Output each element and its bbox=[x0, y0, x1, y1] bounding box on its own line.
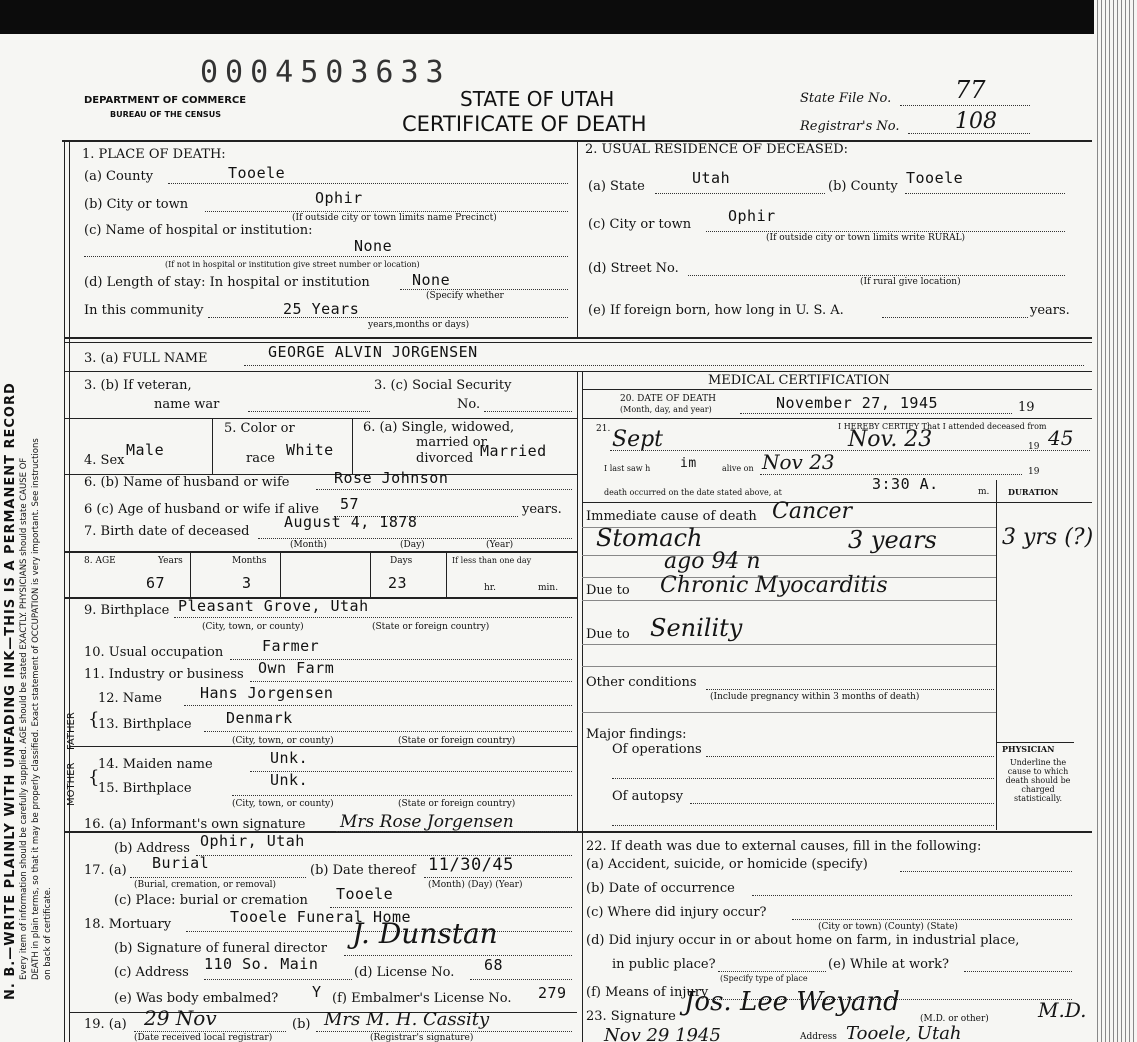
age-months: 3 bbox=[242, 574, 252, 592]
signature-address: Tooele, Utah bbox=[846, 1023, 962, 1042]
birthplace: Pleasant Grove, Utah bbox=[178, 597, 369, 615]
color-value: White bbox=[286, 441, 334, 459]
mother-birthplace: Unk. bbox=[270, 771, 309, 789]
page-edge bbox=[1094, 0, 1137, 1042]
received-label: 19. (a) bbox=[84, 1017, 127, 1032]
autopsy-label: Of autopsy bbox=[612, 789, 684, 804]
scan-top-band bbox=[0, 0, 1137, 34]
death-city: Ophir bbox=[315, 189, 363, 207]
burial-place: Tooele bbox=[336, 885, 394, 903]
due2-label: Due to bbox=[586, 627, 630, 642]
age-label: 8. AGE bbox=[84, 556, 116, 566]
attended-year: 45 bbox=[1048, 426, 1074, 450]
attended-from: Sept bbox=[612, 427, 664, 452]
operations-label: Of operations bbox=[612, 742, 702, 757]
hospital-label: (c) Name of hospital or institution: bbox=[84, 223, 313, 238]
name-war-label: name war bbox=[154, 397, 220, 412]
major-label: Major findings: bbox=[586, 727, 687, 742]
burial-method: Burial bbox=[152, 854, 210, 872]
ext-c-label: (c) Where did injury occur? bbox=[586, 905, 767, 920]
marital-label-3: divorced bbox=[416, 451, 474, 466]
sig-address-label: Address bbox=[800, 1032, 837, 1042]
res-state-label: (a) State bbox=[588, 179, 645, 194]
birth-label: 7. Birth date of deceased bbox=[84, 524, 250, 539]
age-days: 23 bbox=[388, 574, 408, 592]
foreign-label: (e) If foreign born, how long in U. S. A. bbox=[588, 303, 844, 318]
stay-hospital: None bbox=[412, 271, 451, 289]
due2-value: Senility bbox=[650, 614, 743, 642]
days-label: Days bbox=[390, 556, 413, 566]
birth-date: August 4, 1878 bbox=[284, 513, 418, 531]
min-label: min. bbox=[538, 583, 559, 593]
ss-no-label: No. bbox=[457, 397, 481, 412]
father-side-label: FATHER bbox=[66, 712, 77, 750]
date-of-death-label: 20. DATE OF DEATH bbox=[620, 394, 716, 404]
bureau-label: BUREAU OF THE CENSUS bbox=[110, 110, 221, 119]
mortuary-name: Tooele Funeral Home bbox=[230, 908, 412, 926]
specify-note: (Specify whether bbox=[426, 291, 504, 301]
duration-label: DURATION bbox=[1008, 487, 1059, 497]
informant-label: 16. (a) Informant's own signature bbox=[84, 817, 306, 832]
spouse-label: 6. (b) Name of husband or wife bbox=[84, 475, 290, 490]
res-street-label: (d) Street No. bbox=[588, 261, 679, 276]
race-label: race bbox=[246, 451, 275, 466]
other-note: (Include pregnancy within 3 months of death) bbox=[710, 692, 920, 702]
place-of-death-heading: 1. PLACE OF DEATH: bbox=[82, 147, 226, 162]
father-birthplace: Denmark bbox=[226, 709, 293, 727]
veteran-label: 3. (b) If veteran, bbox=[84, 378, 192, 393]
registrar-label: Registrar's No. bbox=[800, 119, 900, 134]
physician-box-text: Underline the cause to which death should be charged statistically. bbox=[1005, 758, 1071, 803]
res-street-note: (If rural give location) bbox=[860, 277, 961, 287]
mortuary-address: 110 So. Main bbox=[204, 955, 319, 973]
license-label: (d) License No. bbox=[354, 965, 455, 980]
res-city-note: (If outside city or town limits write RURAL) bbox=[766, 233, 966, 243]
hospital-note: (If not in hospital or institution give street number or location) bbox=[165, 260, 420, 269]
burial-method-label: 17. (a) bbox=[84, 863, 127, 878]
registrar-sig-label: (b) bbox=[292, 1017, 311, 1032]
father-bracket: { bbox=[88, 709, 100, 730]
father-name: Hans Jorgensen bbox=[200, 684, 334, 702]
burial-place-label: (c) Place: burial or cremation bbox=[114, 893, 308, 908]
residence-heading: 2. USUAL RESIDENCE OF DECEASED: bbox=[585, 142, 849, 157]
occupation: Farmer bbox=[262, 637, 320, 655]
burial-date-label: (b) Date thereof bbox=[310, 863, 416, 878]
community-label: In this community bbox=[84, 303, 204, 318]
hr-label: hr. bbox=[484, 583, 496, 593]
community-value: 25 Years bbox=[283, 300, 360, 318]
res-county: Tooele bbox=[906, 169, 964, 187]
foreign-suffix: years. bbox=[1030, 303, 1070, 318]
immediate-label: Immediate cause of death bbox=[586, 509, 757, 524]
embalmer-label: (f) Embalmer's License No. bbox=[332, 991, 512, 1006]
county-label: (a) County bbox=[84, 169, 154, 184]
sig-label: 23. Signature bbox=[586, 1009, 676, 1024]
ext-a-label: (a) Accident, suicide, or homicide (specify) bbox=[586, 857, 868, 872]
embalmed-value: Y bbox=[312, 983, 322, 1001]
birth-sub-month: (Month) bbox=[290, 540, 327, 550]
res-city: Ophir bbox=[728, 207, 776, 225]
informant-address-label: (b) Address bbox=[114, 841, 190, 856]
informant-signature: Mrs Rose Jorgensen bbox=[340, 812, 514, 832]
death-county: Tooele bbox=[228, 164, 286, 182]
industry-label: 11. Industry or business bbox=[84, 667, 244, 682]
res-city-label: (c) City or town bbox=[588, 217, 692, 232]
state-file-label: State File No. bbox=[800, 91, 892, 106]
father-bp-sub2: (State or foreign country) bbox=[398, 736, 516, 746]
certify-text: I HEREBY CERTIFY That I attended deceased from bbox=[838, 422, 1047, 431]
nineteen-label: 19 bbox=[1028, 442, 1040, 452]
mother-bp-sub2: (State or foreign country) bbox=[398, 799, 516, 809]
registrar-value: 108 bbox=[955, 109, 997, 134]
registrar-sig-note: (Registrar's signature) bbox=[370, 1033, 474, 1042]
license-value: 68 bbox=[484, 956, 504, 974]
state-file-value: 77 bbox=[955, 76, 986, 104]
mother-bracket: { bbox=[88, 767, 100, 788]
last-saw-label: I last saw h bbox=[604, 464, 651, 473]
external-label: 22. If death was due to external causes, fill in the following: bbox=[586, 839, 982, 854]
ext-c-sub: (City or town) (County) (State) bbox=[818, 922, 958, 932]
ext-f-label: (f) Means of injury bbox=[586, 985, 709, 1000]
full-name: GEORGE ALVIN JORGENSEN bbox=[268, 343, 478, 361]
alive-label: alive on bbox=[722, 464, 754, 473]
state-title: STATE OF UTAH bbox=[460, 87, 615, 111]
date-of-death-sub: (Month, day, and year) bbox=[620, 405, 712, 414]
mother-name-label: 14. Maiden name bbox=[98, 757, 213, 772]
hospital-value: None bbox=[354, 237, 393, 255]
received-date: 29 Nov bbox=[144, 1006, 217, 1030]
immediate-cause-2: Stomach bbox=[596, 524, 703, 552]
stay-label: (d) Length of stay: In hospital or institution bbox=[84, 275, 370, 290]
sex-label: 4. Sex bbox=[84, 453, 125, 468]
md-label: (M.D. or other) bbox=[920, 1014, 989, 1024]
ss-label: 3. (c) Social Security bbox=[374, 378, 512, 393]
ext-d2-sub: (Specify type of place bbox=[720, 974, 808, 983]
registrar-signature: Mrs M. H. Cassity bbox=[324, 1009, 490, 1030]
mother-bp-sub1: (City, town, or county) bbox=[232, 799, 334, 809]
informant-address: Ophir, Utah bbox=[200, 832, 305, 850]
mother-name: Unk. bbox=[270, 749, 309, 767]
sex-value: Male bbox=[126, 441, 165, 459]
ext-b-label: (b) Date of occurrence bbox=[586, 881, 735, 896]
nineteen-label-2: 19 bbox=[1028, 467, 1040, 477]
ext-d-label: (d) Did injury occur in or about home on farm, in industrial place, bbox=[586, 933, 1020, 948]
due1-value: Chronic Myocarditis bbox=[660, 573, 888, 598]
burial-date: 11/30/45 bbox=[428, 855, 514, 875]
md-value: M.D. bbox=[1038, 998, 1087, 1022]
marital-label-2: married or bbox=[416, 435, 487, 450]
embalmed-label: (e) Was body embalmed? bbox=[114, 991, 279, 1006]
physician-signature: Jos. Lee Weyand bbox=[684, 987, 900, 1017]
other-label: Other conditions bbox=[586, 675, 697, 690]
date-suffix: 19 bbox=[1018, 400, 1035, 415]
full-name-label: 3. (a) FULL NAME bbox=[84, 351, 208, 366]
mortuary-address-label: (c) Address bbox=[114, 965, 189, 980]
page-title: CERTIFICATE OF DEATH bbox=[402, 112, 647, 136]
director-signature: J. Dunstan bbox=[352, 917, 498, 950]
city-label: (b) City or town bbox=[84, 197, 189, 212]
res-county-label: (b) County bbox=[828, 179, 898, 194]
mortuary-label: 18. Mortuary bbox=[84, 917, 172, 932]
dept-label: DEPARTMENT OF COMMERCE bbox=[84, 95, 247, 106]
death-time: 3:30 A. bbox=[872, 475, 939, 493]
father-bp-sub1: (City, town, or county) bbox=[232, 736, 334, 746]
color-label: 5. Color or bbox=[224, 421, 295, 436]
immediate-cause-3: 3 years bbox=[848, 526, 937, 554]
last-saw-h: im bbox=[680, 456, 697, 471]
birthplace-sub1: (City, town, or county) bbox=[202, 622, 304, 632]
burial-method-note: (Burial, cremation, or removal) bbox=[134, 880, 277, 890]
marital-status: Married bbox=[480, 442, 547, 460]
less-than-day-label: If less than one day bbox=[452, 556, 532, 565]
age-years: 67 bbox=[146, 574, 166, 592]
community-note: years,months or days) bbox=[368, 320, 470, 330]
due1-label: Due to bbox=[586, 583, 630, 598]
physician-box-title: PHYSICIAN bbox=[1002, 744, 1055, 754]
father-name-label: 12. Name bbox=[98, 691, 162, 706]
months-label: Months bbox=[232, 556, 267, 566]
immediate-cause-4: ago 94 n bbox=[664, 549, 761, 574]
immediate-cause: Cancer bbox=[772, 499, 852, 524]
attended-to: Nov. 23 bbox=[848, 427, 933, 452]
margin-note-2: Every item of information should be carefully supplied. AGE should be stated EXACTLY. PHYSICIANS should state CAUSE OF bbox=[19, 457, 29, 980]
serial-number: 0004503633 bbox=[200, 55, 451, 90]
mother-side-label: MOTHER bbox=[66, 762, 77, 806]
received-note: (Date received local registrar) bbox=[134, 1033, 273, 1042]
spouse-name: Rose Johnson bbox=[334, 469, 449, 487]
occupation-label: 10. Usual occupation bbox=[84, 645, 224, 660]
ext-d2-label: in public place? bbox=[612, 957, 716, 972]
birth-sub-year: (Year) bbox=[486, 540, 514, 550]
certify-num: 21. bbox=[596, 424, 611, 434]
spouse-age-label: 6 (c) Age of husband or wife if alive bbox=[84, 502, 319, 517]
date-of-death: November 27, 1945 bbox=[776, 394, 939, 412]
years-label: Years bbox=[158, 556, 183, 566]
industry: Own Farm bbox=[258, 659, 335, 677]
city-note: (If outside city or town limits name Precinct) bbox=[292, 213, 497, 223]
director-label: (b) Signature of funeral director bbox=[114, 941, 327, 956]
birthplace-label: 9. Birthplace bbox=[84, 603, 170, 618]
signature-date: Nov 29 1945 bbox=[604, 1025, 721, 1042]
spouse-age: 57 bbox=[340, 495, 360, 513]
medical-heading: MEDICAL CERTIFICATION bbox=[708, 373, 890, 388]
ext-e-label: (e) While at work? bbox=[828, 957, 949, 972]
burial-date-note: (Month) (Day) (Year) bbox=[428, 880, 523, 890]
birthplace-sub2: (State or foreign country) bbox=[372, 622, 490, 632]
birth-sub-day: (Day) bbox=[400, 540, 425, 550]
res-state: Utah bbox=[692, 169, 731, 187]
occurred-label: death occurred on the date stated above, at bbox=[604, 488, 782, 497]
margin-note-main: N. B.—WRITE PLAINLY WITH UNFADING INK—THIS IS A PERMANENT RECORD bbox=[3, 382, 18, 1000]
m-label: m. bbox=[978, 487, 990, 497]
embalmer-value: 279 bbox=[538, 984, 567, 1002]
spouse-age-suffix: years. bbox=[522, 502, 562, 517]
last-saw-date: Nov 23 bbox=[762, 450, 835, 474]
margin-note-3: DEATH in plain terms, so that it may be properly classified. Exact statement of OCCUPATION is very important. See instructions bbox=[31, 438, 41, 980]
duration-1: 3 yrs (?) bbox=[1002, 525, 1094, 550]
father-bp-label: 13. Birthplace bbox=[98, 717, 192, 732]
marital-label: 6. (a) Single, widowed, bbox=[363, 420, 515, 435]
margin-note-4: on back of certificate. bbox=[43, 887, 53, 980]
mother-bp-label: 15. Birthplace bbox=[98, 781, 192, 796]
